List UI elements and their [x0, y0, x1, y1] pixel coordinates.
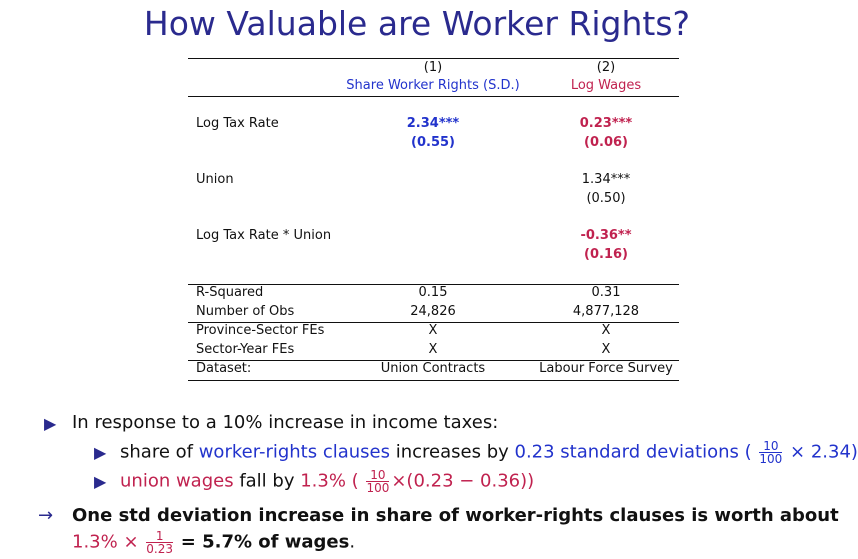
col1-header: Share Worker Rights (S.D.)	[346, 78, 520, 93]
bullet-1b	[120, 469, 534, 494]
concl-result: = 5.7% of wages	[180, 531, 350, 553]
row-label-dataset: Dataset:	[196, 361, 252, 376]
row-label-rsq: R-Squared	[196, 285, 264, 300]
b1a-post: × 2.34)	[790, 441, 858, 463]
col2-header: Log Wages	[570, 78, 642, 93]
b1a-fraction	[759, 440, 782, 465]
conclusion-line2	[72, 530, 355, 555]
row-label-interaction: Log Tax Rate * Union	[196, 228, 332, 243]
b1b-union-wages: union wages	[120, 470, 234, 492]
b1a-pre: share of	[120, 441, 199, 463]
logtax-c2: 0.23***	[579, 116, 633, 131]
dataset-c1: Union Contracts	[380, 361, 486, 376]
b1a-mid: increases by	[390, 441, 515, 463]
b1b-frac-den: 100	[366, 481, 390, 495]
logtax-c2-se: (0.06)	[584, 135, 628, 150]
triangle-bullet-icon: ▶	[44, 414, 57, 433]
union-c2-se: (0.50)	[586, 191, 626, 206]
rsq-c1: 0.15	[418, 285, 448, 300]
col2-number: (2)	[596, 60, 616, 75]
b1a-sd: 0.23 standard deviations (	[514, 441, 752, 463]
b1b-post: ×(0.23 − 0.36))	[391, 470, 535, 492]
syfe-c2: X	[601, 342, 611, 357]
b1b-pct: 1.3% (	[300, 470, 359, 492]
concl-fraction	[146, 530, 173, 555]
inter-c2: -0.36**	[580, 228, 632, 243]
concl-frac-den: 0.23	[146, 542, 173, 556]
triangle-bullet-icon: ▶	[94, 443, 107, 462]
dataset-c2: Labour Force Survey	[539, 361, 673, 376]
concl-end: .	[349, 531, 356, 553]
row-label-log-tax: Log Tax Rate	[196, 116, 279, 131]
table-top-rule	[188, 58, 679, 59]
b1a-frac-num: 10	[759, 440, 782, 453]
col1-number: (1)	[423, 60, 443, 75]
slide-title: How Valuable are Worker Rights?	[143, 4, 691, 43]
b1b-fraction	[366, 469, 389, 494]
b1a-worker-rights: worker-rights clauses	[198, 441, 390, 463]
row-label-union: Union	[196, 172, 234, 187]
bullet-1: In response to a 10% increase in income taxes:	[72, 412, 499, 433]
b1b-mid: fall by	[233, 470, 301, 492]
b1b-frac-num: 10	[366, 469, 389, 482]
psfe-c1: X	[428, 323, 438, 338]
logtax-c1-se: (0.55)	[411, 135, 455, 150]
triangle-bullet-icon: ▶	[94, 472, 107, 491]
union-c2: 1.34***	[581, 172, 631, 187]
concl-frac-num: 1	[146, 530, 173, 543]
row-label-nobs: Number of Obs	[196, 304, 295, 319]
nobs-c1: 24,826	[410, 304, 456, 319]
bullet-1a	[120, 440, 858, 465]
nobs-c2: 4,877,128	[572, 304, 640, 319]
header-rule	[188, 96, 679, 97]
concl-pct: 1.3% ×	[72, 531, 139, 553]
b1a-frac-den: 100	[759, 452, 783, 466]
psfe-c2: X	[601, 323, 611, 338]
conclusion-line1: One std deviation increase in share of worker-rights clauses is worth about	[72, 505, 839, 526]
arrow-icon: →	[38, 505, 54, 526]
logtax-c1: 2.34***	[406, 116, 460, 131]
row-label-syfe: Sector-Year FEs	[196, 342, 295, 357]
inter-c2-se: (0.16)	[584, 247, 628, 262]
syfe-c1: X	[428, 342, 438, 357]
rsq-c2: 0.31	[591, 285, 621, 300]
table-bottom-rule	[188, 380, 679, 381]
row-label-psfe: Province-Sector FEs	[196, 323, 325, 338]
